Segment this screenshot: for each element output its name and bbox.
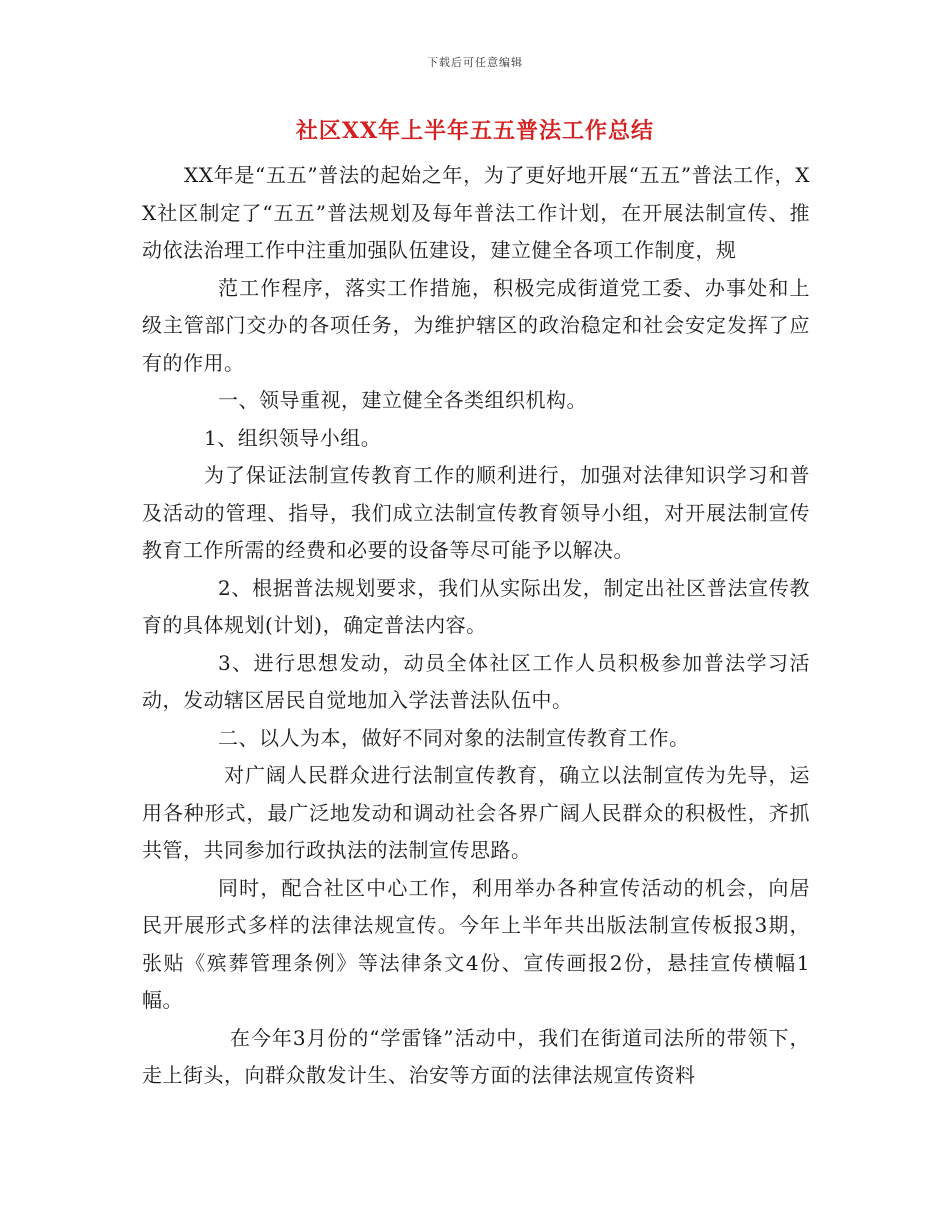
paragraph-intro: XX年是“五五”普法的起始之年，为了更好地开展“五五”普法工作，XX社区制定了“五五”普法规划及每年普法工作计划，在开展法制宣传、推动依法治理工作中注重加强队伍建设，建立健全各项工作制度，规 [142,163,810,262]
document-title: 社区XX年上半年五五普法工作总结 [295,118,655,144]
paragraph-intro-continued: 范工作程序，落实工作措施，积极完成街道党工委、办事处和上级主管部门交办的各项任务，为维护辖区的政治稳定和社会安定发挥了应有的作用。 [142,275,810,375]
paragraph-leadership-group: 为了保证法制宣传教育工作的顺利进行，加强对法律知识学习和普及活动的管理、指导，我们成立法制宣传教育领导小组，对开展法制宣传教育工作所需的经费和必要的设备等尽可能予以解决。 [142,463,810,562]
page-header-note: 下载后可任意编辑 [427,56,523,69]
subsection-3: 3、进行思想发动，动员全体社区工作人员积极参加普法学习活动，发动辖区居民自觉地加入学法普法队伍中。 [142,650,810,712]
subsection-1: 1、组织领导小组。 [204,425,382,450]
paragraph-public-education: 对广阔人民群众进行法制宣传教育，确立以法制宣传为先导，运用各种形式，最广泛地发动和调动社会各界广阔人民群众的积极性，齐抓共管，共同参加行政执法的法制宣传思路。 [142,763,810,862]
subsection-2: 2、根据普法规划要求，我们从实际出发，制定出社区普法宣传教育的具体规划(计划)，确定普法内容。 [142,575,810,637]
section-heading-2: 二、以人为本，做好不同对象的法制宣传教育工作。 [218,725,690,750]
section-heading-1: 一、领导重视，建立健全各类组织机构。 [218,388,587,412]
paragraph-lei-feng-activity: 在今年3月份的“学雷锋”活动中，我们在街道司法所的带领下，走上街头，向群众散发计生、治安等方面的法律法规宣传资料 [142,1025,810,1087]
paragraph-publicity-activities: 同时，配合社区中心工作，利用举办各种宣传活动的机会，向居民开展形式多样的法律法规宣传。今年上半年共出版法制宣传板报3期，张贴《殡葬管理条例》等法律条文4份、宣传画报2份，悬挂宣传横幅1幅。 [142,875,810,1012]
document-body [142,157,810,1095]
